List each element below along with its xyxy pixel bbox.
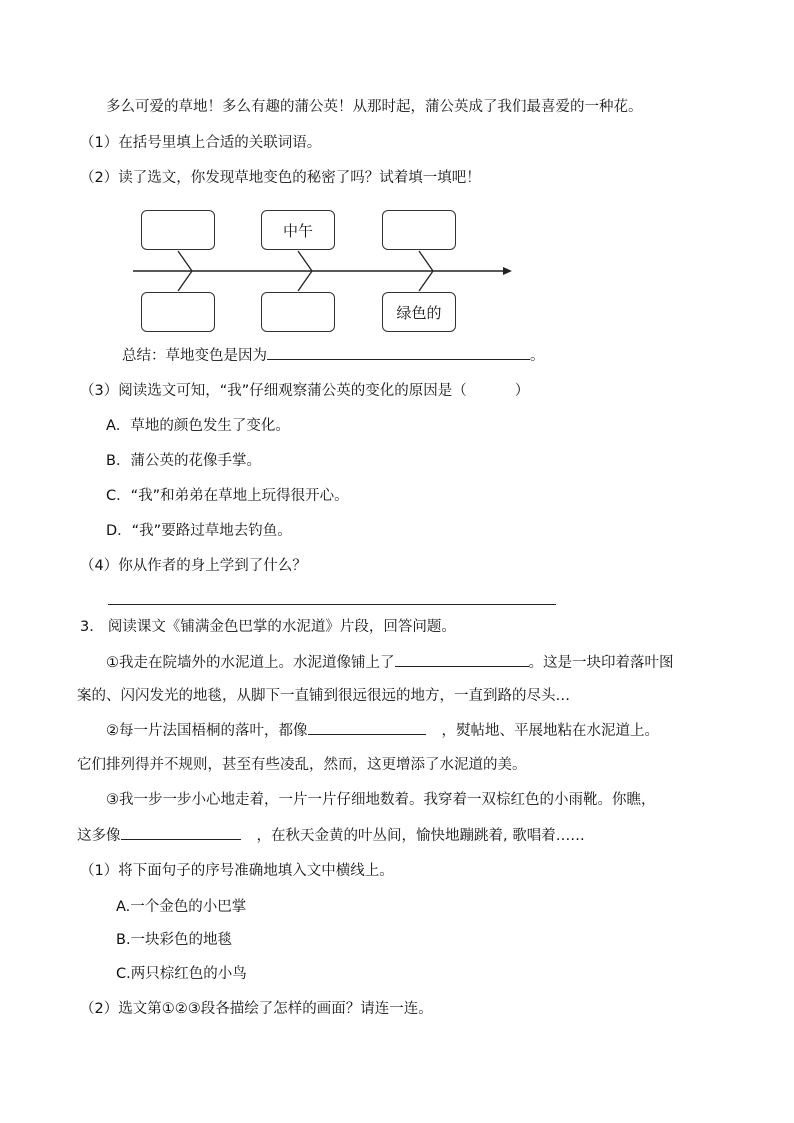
choice-c: C.两只棕红色的小鸟 [116,966,247,982]
option-b[interactable]: B．蒲公英的花像手掌。 [106,453,261,469]
paragraph-3-line-1: ③我一步一步小心地走着，一片一片仔细地数着。我穿着一双棕红色的小雨靴。你瞧， [106,792,656,808]
question-2-4: （4）你从作者的身上学到了什么？ [80,558,307,574]
answer-line[interactable] [108,604,556,605]
option-a[interactable]: A．草地的颜色发生了变化。 [106,418,290,434]
diagram-box-top-1[interactable] [141,210,215,250]
paragraph-3-line-2 [77,825,585,846]
summary-suffix: 。 [530,348,545,364]
paragraph-3-end: ，在秋天金黄的叶丛间，愉快地蹦跳着, 歌唱着…… [256,828,585,844]
paragraph-1-end: 。这是一块印着落叶图 [528,655,674,671]
paragraph-1-line-1 [106,652,674,673]
question-2-1: （1）在括号里填上合适的关联词语。 [80,135,322,151]
choice-b: B.一块彩色的地毯 [116,932,233,948]
choice-a: A.一个金色的小巴掌 [116,899,247,915]
paragraph-1-blank[interactable] [395,652,529,667]
question-2-3-close: ） [514,383,530,399]
paragraph-2-line-1 [106,720,659,741]
question-3-1: （1）将下面句子的序号准确地填入文中横线上。 [80,863,394,879]
paragraph-1-line-2: 案的、闪闪发光的地毯，从脚下一直铺到很远很远的地方，一直到路的尽头… [77,688,570,704]
question-3-title [80,617,456,637]
question-2-2: （2）读了选文，你发现草地变色的秘密了吗？试着填一填吧！ [80,170,481,186]
diagram-box-top-3[interactable] [382,210,456,250]
paragraph-3-blank[interactable] [121,825,241,840]
question-2-3-text: （3）阅读选文可知，“我”仔细观察蒲公英的变化的原因是（ [80,383,467,399]
diagram-box-bottom-2[interactable] [261,292,335,332]
diagram-arrowhead [503,267,512,275]
option-c[interactable]: C．“我”和弟弟在草地上玩得很开心。 [106,488,349,504]
diagram-box-top-2[interactable]: 中午 [261,210,335,250]
question-3-title-text: 阅读课文《铺满金色巴掌的水泥道》片段，回答问题。 [107,619,456,635]
paragraph-2-start: ②每一片法国梧桐的落叶，都像 [106,723,308,739]
summary-blank[interactable] [267,345,530,360]
paragraph-2-blank[interactable] [308,720,426,735]
diagram-box-bottom-1[interactable] [141,292,215,332]
option-d[interactable]: D．“我”要路过草地去钓鱼。 [106,523,292,539]
passage-ending: 多么可爱的草地！多么有趣的蒲公英！从那时起，蒲公英成了我们最喜爱的一种花。 [106,99,643,115]
summary-line [122,345,545,366]
paragraph-1-start: ①我走在院墙外的水泥道上。水泥道像铺上了 [106,655,395,671]
paragraph-2-end: ，熨帖地、平展地粘在水泥道上。 [441,723,659,739]
summary-prefix: 总结：草地变色是因为 [122,348,267,364]
paragraph-2-line-2: 它们排列得并不规则，甚至有些凌乱，然而，这更增添了水泥道的美。 [77,757,527,773]
question-3-2: （2）选文第①②③段各描绘了怎样的画面？请连一连。 [80,1001,433,1017]
question-3-number: 3. [80,619,94,635]
paragraph-3-start: 这多像 [77,828,121,844]
question-2-3 [80,381,529,401]
diagram-box-bottom-3[interactable]: 绿色的 [382,292,456,332]
